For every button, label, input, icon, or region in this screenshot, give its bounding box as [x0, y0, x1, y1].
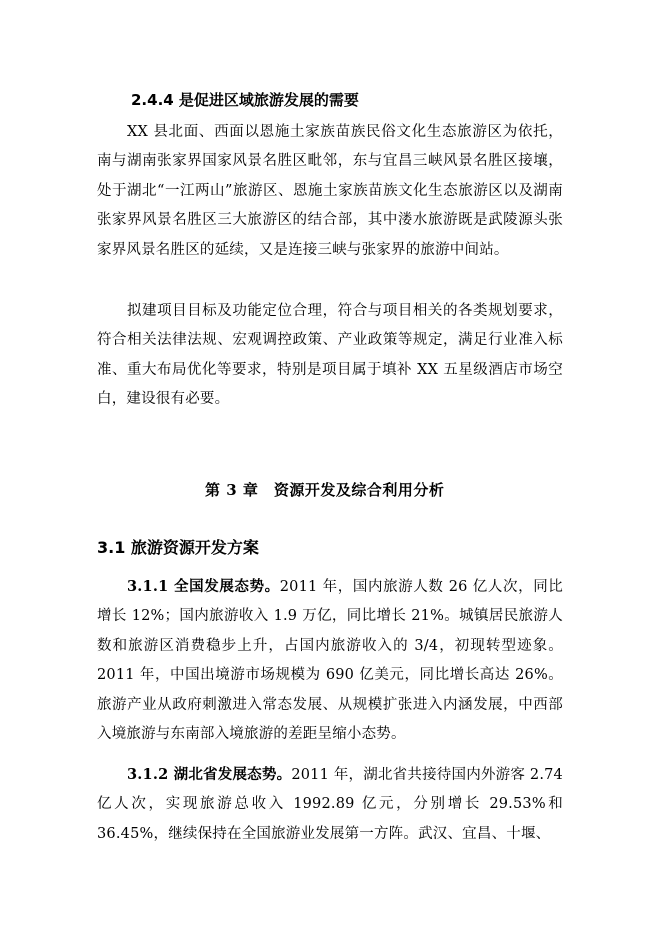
subsection-lead-3-1-2: 3.1.2 湖北省发展态势。 — [127, 766, 292, 783]
paragraph-national-trend-text: 2011 年，国内旅游人数 26 亿人次，同比增长 12%；国内旅游收入 1.9 万亿，同比增长 21%。城镇居民旅游人数和旅游区消费稳步上升，占国内旅游收入的 3/4，初现转型迹象。2011 年，中国出境游市场规模为 690 亿美元，同比增长高达 26%。旅游产业从政府刺激进入常态发展、从规模扩张进入内涵发展，中西部入境旅游与东南部入境旅游的差距呈缩小态势。 — [97, 579, 563, 743]
paragraph-hubei-trend-text: 2011 年，湖北省共接待国内外游客 2.74 亿人次，实现旅游总收入 1992.89 亿元，分别增长 29.53%和 36.45%，继续保持在全国旅游业发展第一方阵。武汉、宜昌、十堰、 — [97, 767, 563, 842]
chapter-title: 第 3 章 资源开发及综合利用分析 — [205, 481, 445, 499]
paragraph-region-location: XX 县北面、西面以恩施土家族苗族民俗文化生态旅游区为依托，南与湖南张家界国家风景名胜区毗邻，东与宜昌三峡风景名胜区接壤，处于湖北“一江两山”旅游区、恩施土家族苗族文化生态旅游区以及湖南张家界风景名胜区三大旅游区的结合部，其中溇水旅游既是武陵源头张家界风景名胜区的延续，又是连接三峡与张家界的旅游中间站。 — [97, 124, 563, 258]
subsection-lead-3-1-1: 3.1.1 全国发展态势。 — [127, 578, 280, 595]
paragraph-hubei-trend — [97, 760, 563, 849]
paragraph-project-necessity: 拟建项目目标及功能定位合理，符合与项目相关的各类规划要求，符合相关法律法规、宏观调控政策、产业政策等规定，满足行业准入标准、重大布局优化等要求，特别是项目属于填补 XX 五星级酒店市场空白，建设很有必要。 — [97, 303, 563, 408]
section-heading-2-4-4: 2.4.4 是促进区域旅游发展的需要 — [131, 91, 359, 109]
paragraph-national-trend — [97, 572, 563, 749]
section-heading-3-1: 3.1 旅游资源开发方案 — [97, 538, 259, 557]
